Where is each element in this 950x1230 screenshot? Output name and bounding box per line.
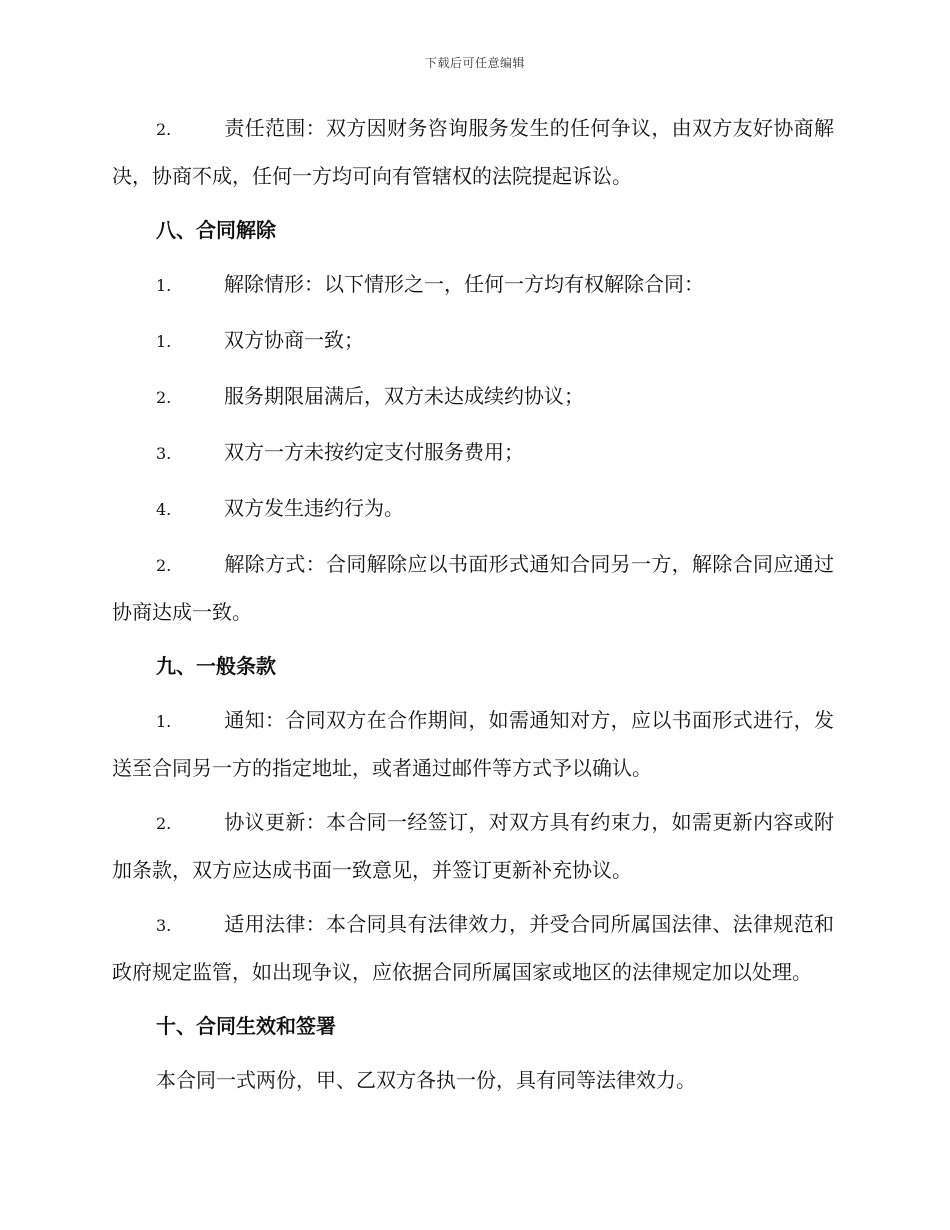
list-item-number: 2. bbox=[156, 388, 172, 407]
clause-agreement-update bbox=[112, 799, 834, 893]
list-item-text: 双方协商一致； bbox=[224, 328, 364, 352]
clause-number: 2. bbox=[156, 120, 172, 139]
clause-termination-cases bbox=[112, 261, 834, 309]
closing-paragraph: 本合同一式两份，甲、乙双方各执一份，具有同等法律效力。 bbox=[156, 1068, 696, 1092]
header-note: 下载后可任意编辑 bbox=[424, 56, 525, 70]
clause-text: 适用法律：本合同具有法律效力，并受合同所属国法律、法律规范和政府规定监管，如出现争议，应依据合同所属国家或地区的法律规定加以处理。 bbox=[112, 912, 834, 984]
clause-text: 责任范围：双方因财务咨询服务发生的任何争议，由双方友好协商解决，协商不成，任何一方均可向有管辖权的法院提起诉讼。 bbox=[112, 116, 834, 188]
clause-liability-scope bbox=[112, 105, 834, 199]
section-heading-general-terms: 九、一般条款 bbox=[156, 654, 276, 678]
clause-number: 2. bbox=[156, 556, 172, 575]
list-item-number: 1. bbox=[156, 332, 172, 351]
list-item-number: 3. bbox=[156, 444, 172, 463]
clause-governing-law bbox=[112, 901, 834, 995]
clause-text: 通知：合同双方在合作期间，如需通知对方，应以书面形式进行，发送至合同另一方的指定地址，或者通过邮件等方式予以确认。 bbox=[112, 708, 834, 780]
list-item-number: 4. bbox=[156, 500, 172, 519]
clause-text: 解除情形：以下情形之一，任何一方均有权解除合同： bbox=[224, 272, 704, 296]
clause-number: 1. bbox=[156, 276, 172, 295]
section-heading-termination: 八、合同解除 bbox=[156, 218, 276, 242]
clause-text: 解除方式：合同解除应以书面形式通知合同另一方，解除合同应通过协商达成一致。 bbox=[112, 552, 834, 624]
list-item-text: 双方发生违约行为。 bbox=[224, 496, 404, 520]
clause-text: 协议更新：本合同一经签订，对双方具有约束力，如需更新内容或附加条款，双方应达成书面一致意见，并签订更新补充协议。 bbox=[112, 810, 834, 882]
list-item-text: 双方一方未按约定支付服务费用； bbox=[224, 440, 524, 464]
document-body bbox=[112, 105, 834, 1111]
list-item bbox=[112, 317, 834, 365]
list-item bbox=[112, 485, 834, 533]
clause-number: 2. bbox=[156, 814, 172, 833]
list-item bbox=[112, 373, 834, 421]
list-item-text: 服务期限届满后，双方未达成续约协议； bbox=[224, 384, 584, 408]
list-item bbox=[112, 429, 834, 477]
clause-termination-method bbox=[112, 541, 834, 635]
clause-number: 3. bbox=[156, 916, 172, 935]
section-heading-effect-signing: 十、合同生效和签署 bbox=[156, 1014, 336, 1038]
clause-notice bbox=[112, 697, 834, 791]
clause-number: 1. bbox=[156, 712, 172, 731]
